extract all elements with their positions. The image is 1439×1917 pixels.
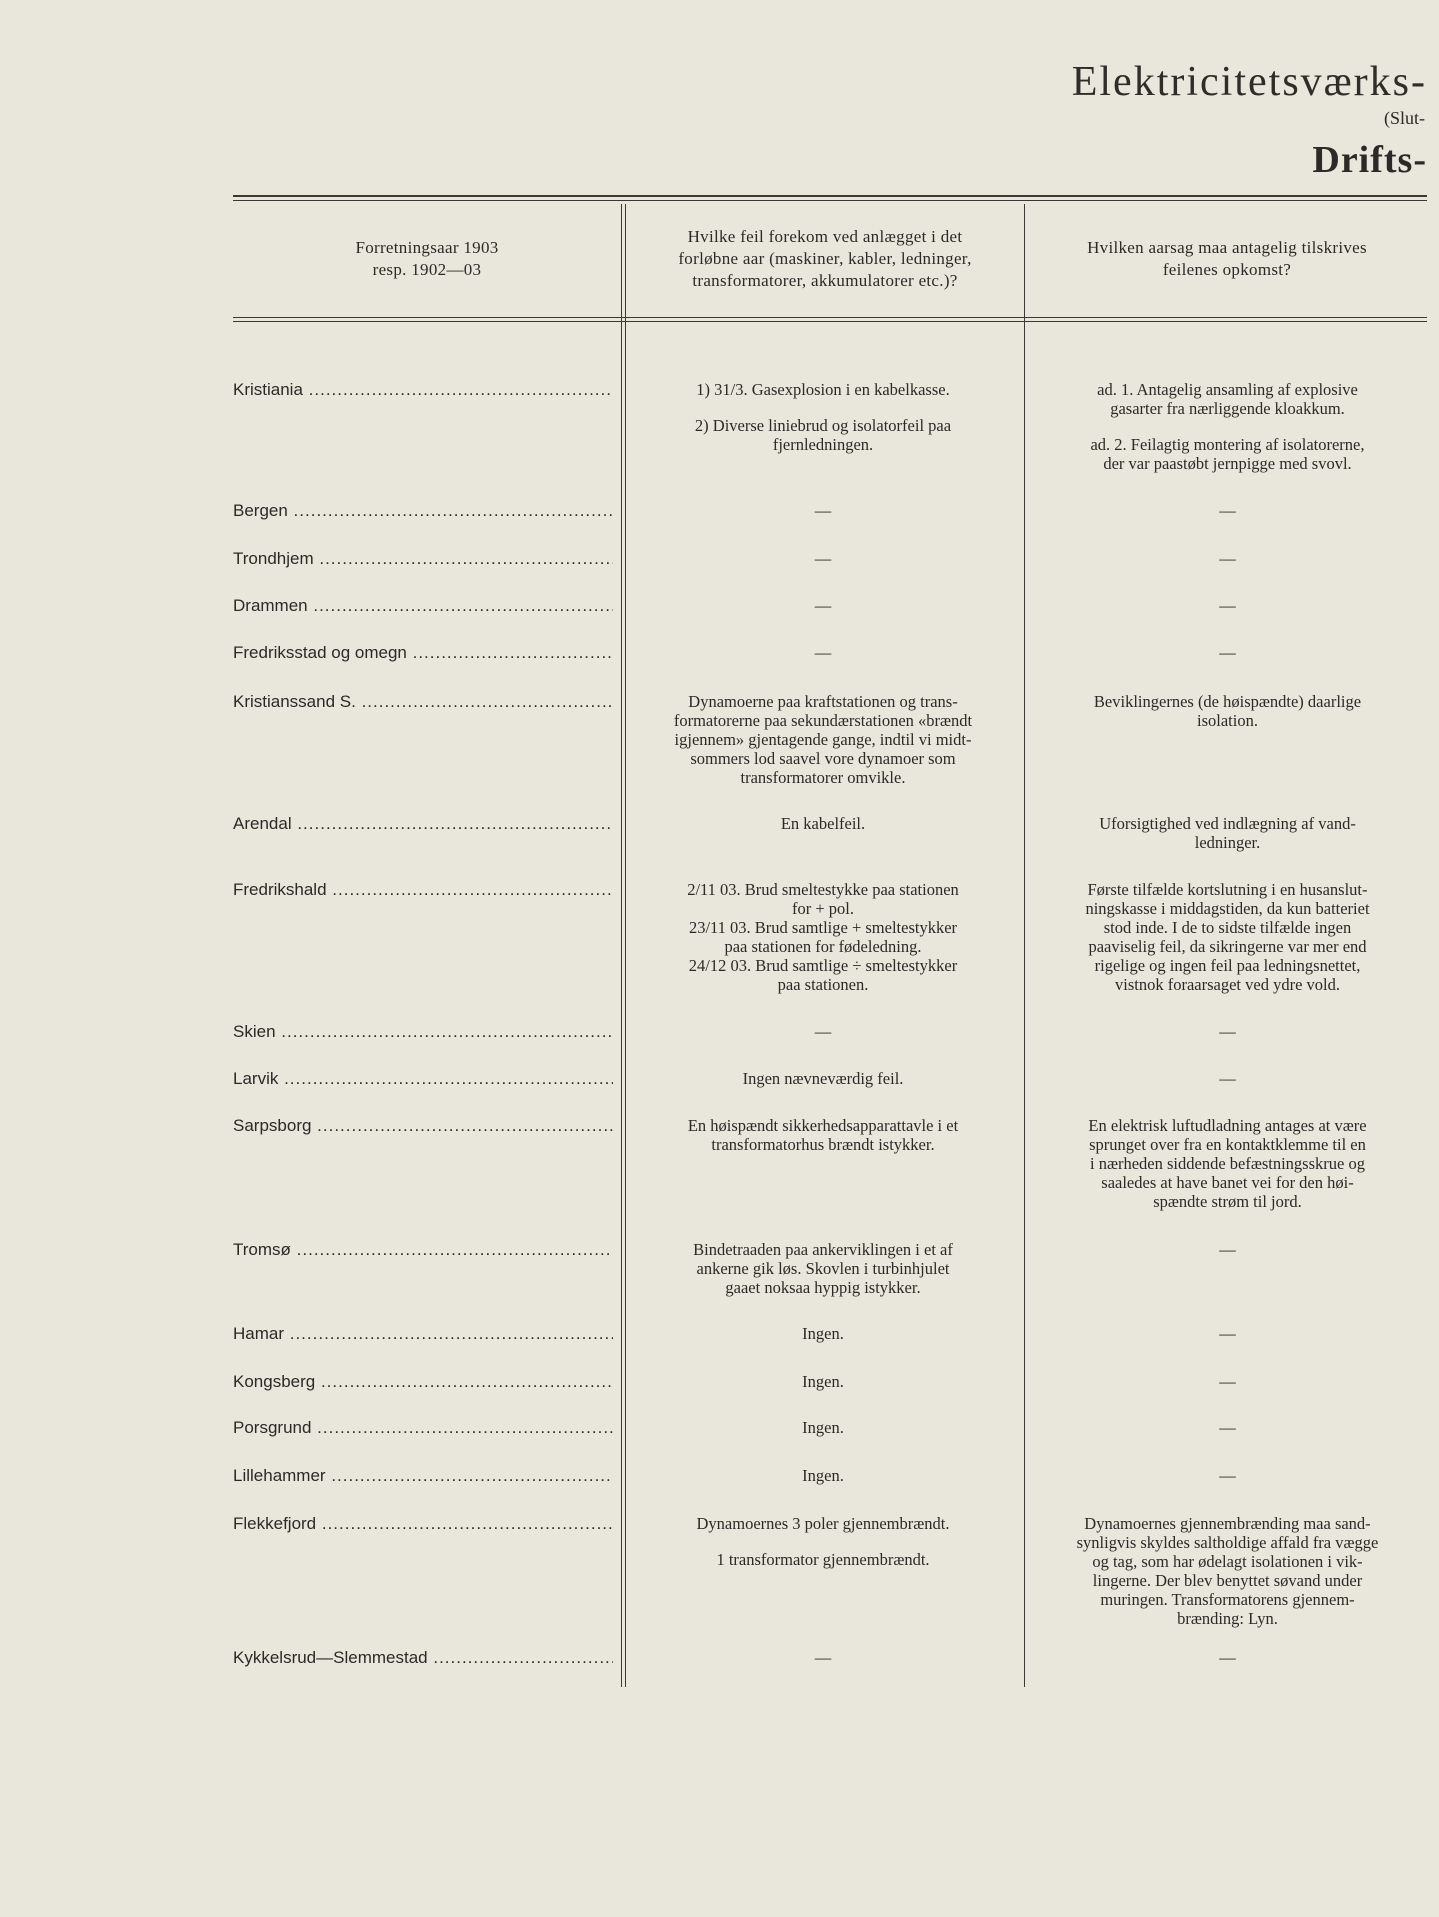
causes-cell [1055, 380, 1400, 473]
cause-line: En elektrisk luftudladning antages at være [1088, 1116, 1367, 1135]
cause-line: Uforsigtighed ved indlægning af vand- [1099, 814, 1356, 833]
fault-line: Bindetraaden paa ankerviklingen i et af [693, 1240, 953, 1259]
fault-line: Ingen. [802, 1466, 844, 1485]
city-name: Tromsø ..... [233, 1240, 613, 1259]
cause-line: brænding: Lyn. [1177, 1609, 1278, 1628]
city-name: Bergen ..... [233, 501, 613, 520]
faults-cell [653, 692, 993, 787]
faults-cell [653, 814, 993, 833]
fault-line: sommers lod saavel vore dynamoer som [690, 749, 956, 768]
cause-line: i nærheden siddende befæstningsskrue og [1090, 1154, 1365, 1173]
causes-cell [1055, 814, 1400, 852]
cause-line: vistnok foraarsaget ved ydre vold. [1115, 975, 1340, 994]
cause-line: — [1219, 1418, 1236, 1437]
column-header-line: forløbne aar (maskiner, kabler, ledninger, [678, 249, 972, 268]
city-name: Lillehammer ..... [233, 1466, 613, 1485]
cause-line: lingerne. Der blev benyttet søvand under [1092, 1571, 1363, 1590]
faults-cell [653, 380, 993, 454]
cause-line: Første tilfælde kortslutning i en husanslut- [1087, 880, 1368, 899]
fault-line: fjernledningen. [772, 435, 874, 454]
fault-line: ankerne gik løs. Skovlen i turbinhjulet [696, 1259, 950, 1278]
causes-cell [1055, 501, 1400, 520]
cause-line: — [1219, 643, 1236, 662]
fault-line: transformatorhus brændt istykker. [711, 1135, 935, 1154]
cause-line: Dynamoernes gjennembrænding maa sand- [1084, 1514, 1371, 1533]
cause-line: — [1219, 1324, 1236, 1343]
column-divider [1024, 204, 1025, 1687]
cause-line: muringen. Transformatorens gjennem- [1100, 1590, 1355, 1609]
faults-cell [653, 880, 993, 994]
cause-line: ledninger. [1194, 833, 1261, 852]
faults-cell [653, 1240, 993, 1297]
faults-cell [653, 1418, 993, 1437]
fault-line: 24/12 03. Brud samtlige ÷ smeltestykker [688, 956, 958, 975]
fault-line: igjennem» gjentagende gange, indtil vi midt- [674, 730, 972, 749]
fault-line: — [814, 596, 832, 615]
column-header-line: Forretningsaar 1903 [355, 238, 499, 257]
column-header-line: transformatorer, akkumulatorer etc.)? [692, 271, 958, 290]
column-divider [621, 204, 622, 1687]
faults-cell [653, 1069, 993, 1088]
cause-line: synligvis skyldes saltholdige affald fra vægge [1076, 1533, 1379, 1552]
fault-line: En høispændt sikkerhedsapparattavle i et [687, 1116, 959, 1135]
city-name: Kongsberg ..... [233, 1372, 613, 1391]
city-name: Drammen ..... [233, 596, 613, 615]
faults-cell [653, 1022, 993, 1041]
column-header-year [233, 204, 621, 314]
fault-line: 2) Diverse liniebrud og isolatorfeil paa [694, 416, 952, 435]
cause-line: ad. 2. Feilagtig montering af isolatorerne, [1090, 435, 1365, 454]
causes-cell [1055, 880, 1400, 994]
fault-line: 2/11 03. Brud smeltestykke paa stationen [687, 880, 959, 899]
fault-line: transformatorer omvikle. [740, 768, 906, 787]
faults-cell [653, 596, 993, 615]
faults-cell [653, 1514, 993, 1569]
causes-cell [1055, 1466, 1400, 1485]
faults-cell [653, 1116, 993, 1154]
fault-line: Dynamoerne paa kraftstationen og trans- [688, 692, 958, 711]
causes-cell [1055, 692, 1400, 730]
cause-line: paaviselig feil, da sikringerne var mer end [1088, 937, 1367, 956]
cause-line: Beviklingernes (de høispændte) daarlige [1093, 692, 1362, 711]
top-rule [233, 195, 1427, 197]
fault-line: paa stationen for fødeledning. [724, 937, 922, 956]
faults-cell [653, 501, 993, 520]
city-name: Sarpsborg ..... [233, 1116, 613, 1135]
page-title: Elektricitetsværks- [1071, 59, 1427, 105]
causes-cell [1055, 1240, 1400, 1259]
cause-line: spændte strøm til jord. [1153, 1192, 1302, 1211]
cause-line: stod inde. I de to sidste tilfælde ingen [1103, 918, 1352, 937]
cause-line: der var paastøbt jernpigge med svovl. [1103, 454, 1352, 473]
fault-line: En kabelfeil. [780, 814, 866, 833]
fault-line: gaaet noksaa hyppig istykker. [725, 1278, 921, 1297]
cause-line: sprunget over fra en kontaktklemme til en [1089, 1135, 1366, 1154]
causes-cell [1055, 1418, 1400, 1437]
fault-line: Ingen. [802, 1324, 844, 1343]
fault-line: — [814, 501, 832, 520]
fault-line: for + pol. [791, 899, 854, 918]
causes-cell [1055, 596, 1400, 615]
causes-cell [1055, 1022, 1400, 1041]
causes-cell [1055, 1372, 1400, 1391]
fault-line: Ingen. [802, 1418, 844, 1437]
faults-cell [653, 1466, 993, 1485]
faults-cell [653, 643, 993, 662]
causes-cell [1055, 1324, 1400, 1343]
column-header-line: Hvilke feil forekom ved anlægget i det [687, 227, 963, 246]
cause-line: og tag, som har ødelagt isolationen i vik- [1092, 1552, 1363, 1571]
fault-line: Dynamoernes 3 poler gjennembrændt. [696, 1514, 950, 1533]
fault-line: Ingen. [802, 1372, 844, 1391]
column-header-faults [628, 204, 1022, 314]
cause-line: — [1219, 501, 1236, 520]
cause-line: rigelige og ingen feil paa ledningsnettet, [1094, 956, 1361, 975]
city-name: Arendal ..... [233, 814, 613, 833]
column-divider [625, 204, 626, 1687]
fault-line: 1 transformator gjennembrændt. [716, 1550, 930, 1569]
city-name: Larvik ..... [233, 1069, 613, 1088]
fault-line: formatorerne paa sekundærstationen «brændt [673, 711, 973, 730]
cause-line: gasarter fra nærliggende kloakkum. [1110, 399, 1345, 418]
top-rule-thin [233, 200, 1427, 201]
cause-line: — [1219, 1648, 1236, 1667]
city-name: Porsgrund ..... [233, 1418, 613, 1437]
fault-line: — [814, 1648, 832, 1667]
causes-cell [1055, 1069, 1400, 1088]
column-header-line: Hvilken aarsag maa antagelig tilskrives [1087, 238, 1367, 257]
city-name: Fredriksstad og omegn ..... [233, 643, 613, 662]
city-name: Hamar ..... [233, 1324, 613, 1343]
fault-line: — [814, 1022, 832, 1041]
column-header-causes [1027, 204, 1427, 314]
city-name: Kristiania ..... [233, 380, 613, 399]
city-name: Flekkefjord ..... [233, 1514, 613, 1533]
faults-cell [653, 1372, 993, 1391]
city-name: Kykkelsrud—Slemmestad ..... [233, 1648, 613, 1667]
faults-cell [653, 549, 993, 568]
cause-line: — [1219, 1466, 1236, 1485]
column-header-line: resp. 1902—03 [372, 260, 482, 279]
city-name: Skien ..... [233, 1022, 613, 1041]
cause-line: ad. 1. Antagelig ansamling af explosive [1097, 380, 1358, 399]
cause-line: saaledes at have banet vei for den høi- [1101, 1173, 1354, 1192]
page-subtitle: (Slut- [1383, 108, 1425, 128]
cause-line: ningskasse i middagstiden, da kun batteriet [1085, 899, 1370, 918]
causes-cell [1055, 549, 1400, 568]
cause-line: — [1219, 1372, 1236, 1391]
causes-cell [1055, 1648, 1400, 1667]
cause-line: isolation. [1197, 711, 1258, 730]
causes-cell [1055, 1116, 1400, 1211]
city-name: Trondhjem ..... [233, 549, 613, 568]
header-rule-thin [233, 321, 1427, 322]
city-name: Kristianssand S. ..... [233, 692, 613, 711]
fault-line: paa stationen. [777, 975, 869, 994]
fault-line: Ingen nævneværdig feil. [742, 1069, 904, 1088]
cause-line: — [1219, 1069, 1236, 1088]
faults-cell [653, 1324, 993, 1343]
section-title: Drifts- [1312, 139, 1427, 181]
fault-line: — [814, 643, 832, 662]
cause-line: — [1219, 549, 1236, 568]
fault-line: 23/11 03. Brud samtlige + smeltestykker [688, 918, 958, 937]
causes-cell [1055, 1514, 1400, 1628]
city-name: Fredrikshald ..... [233, 880, 613, 899]
faults-cell [653, 1648, 993, 1667]
cause-line: — [1219, 596, 1236, 615]
fault-line: — [814, 549, 832, 568]
cause-line: — [1219, 1240, 1236, 1259]
column-header-line: feilenes opkomst? [1162, 260, 1292, 279]
header-rule [233, 317, 1427, 318]
cause-line: — [1219, 1022, 1236, 1041]
fault-line: 1) 31/3. Gasexplosion i en kabelkasse. [696, 380, 950, 399]
causes-cell [1055, 643, 1400, 662]
